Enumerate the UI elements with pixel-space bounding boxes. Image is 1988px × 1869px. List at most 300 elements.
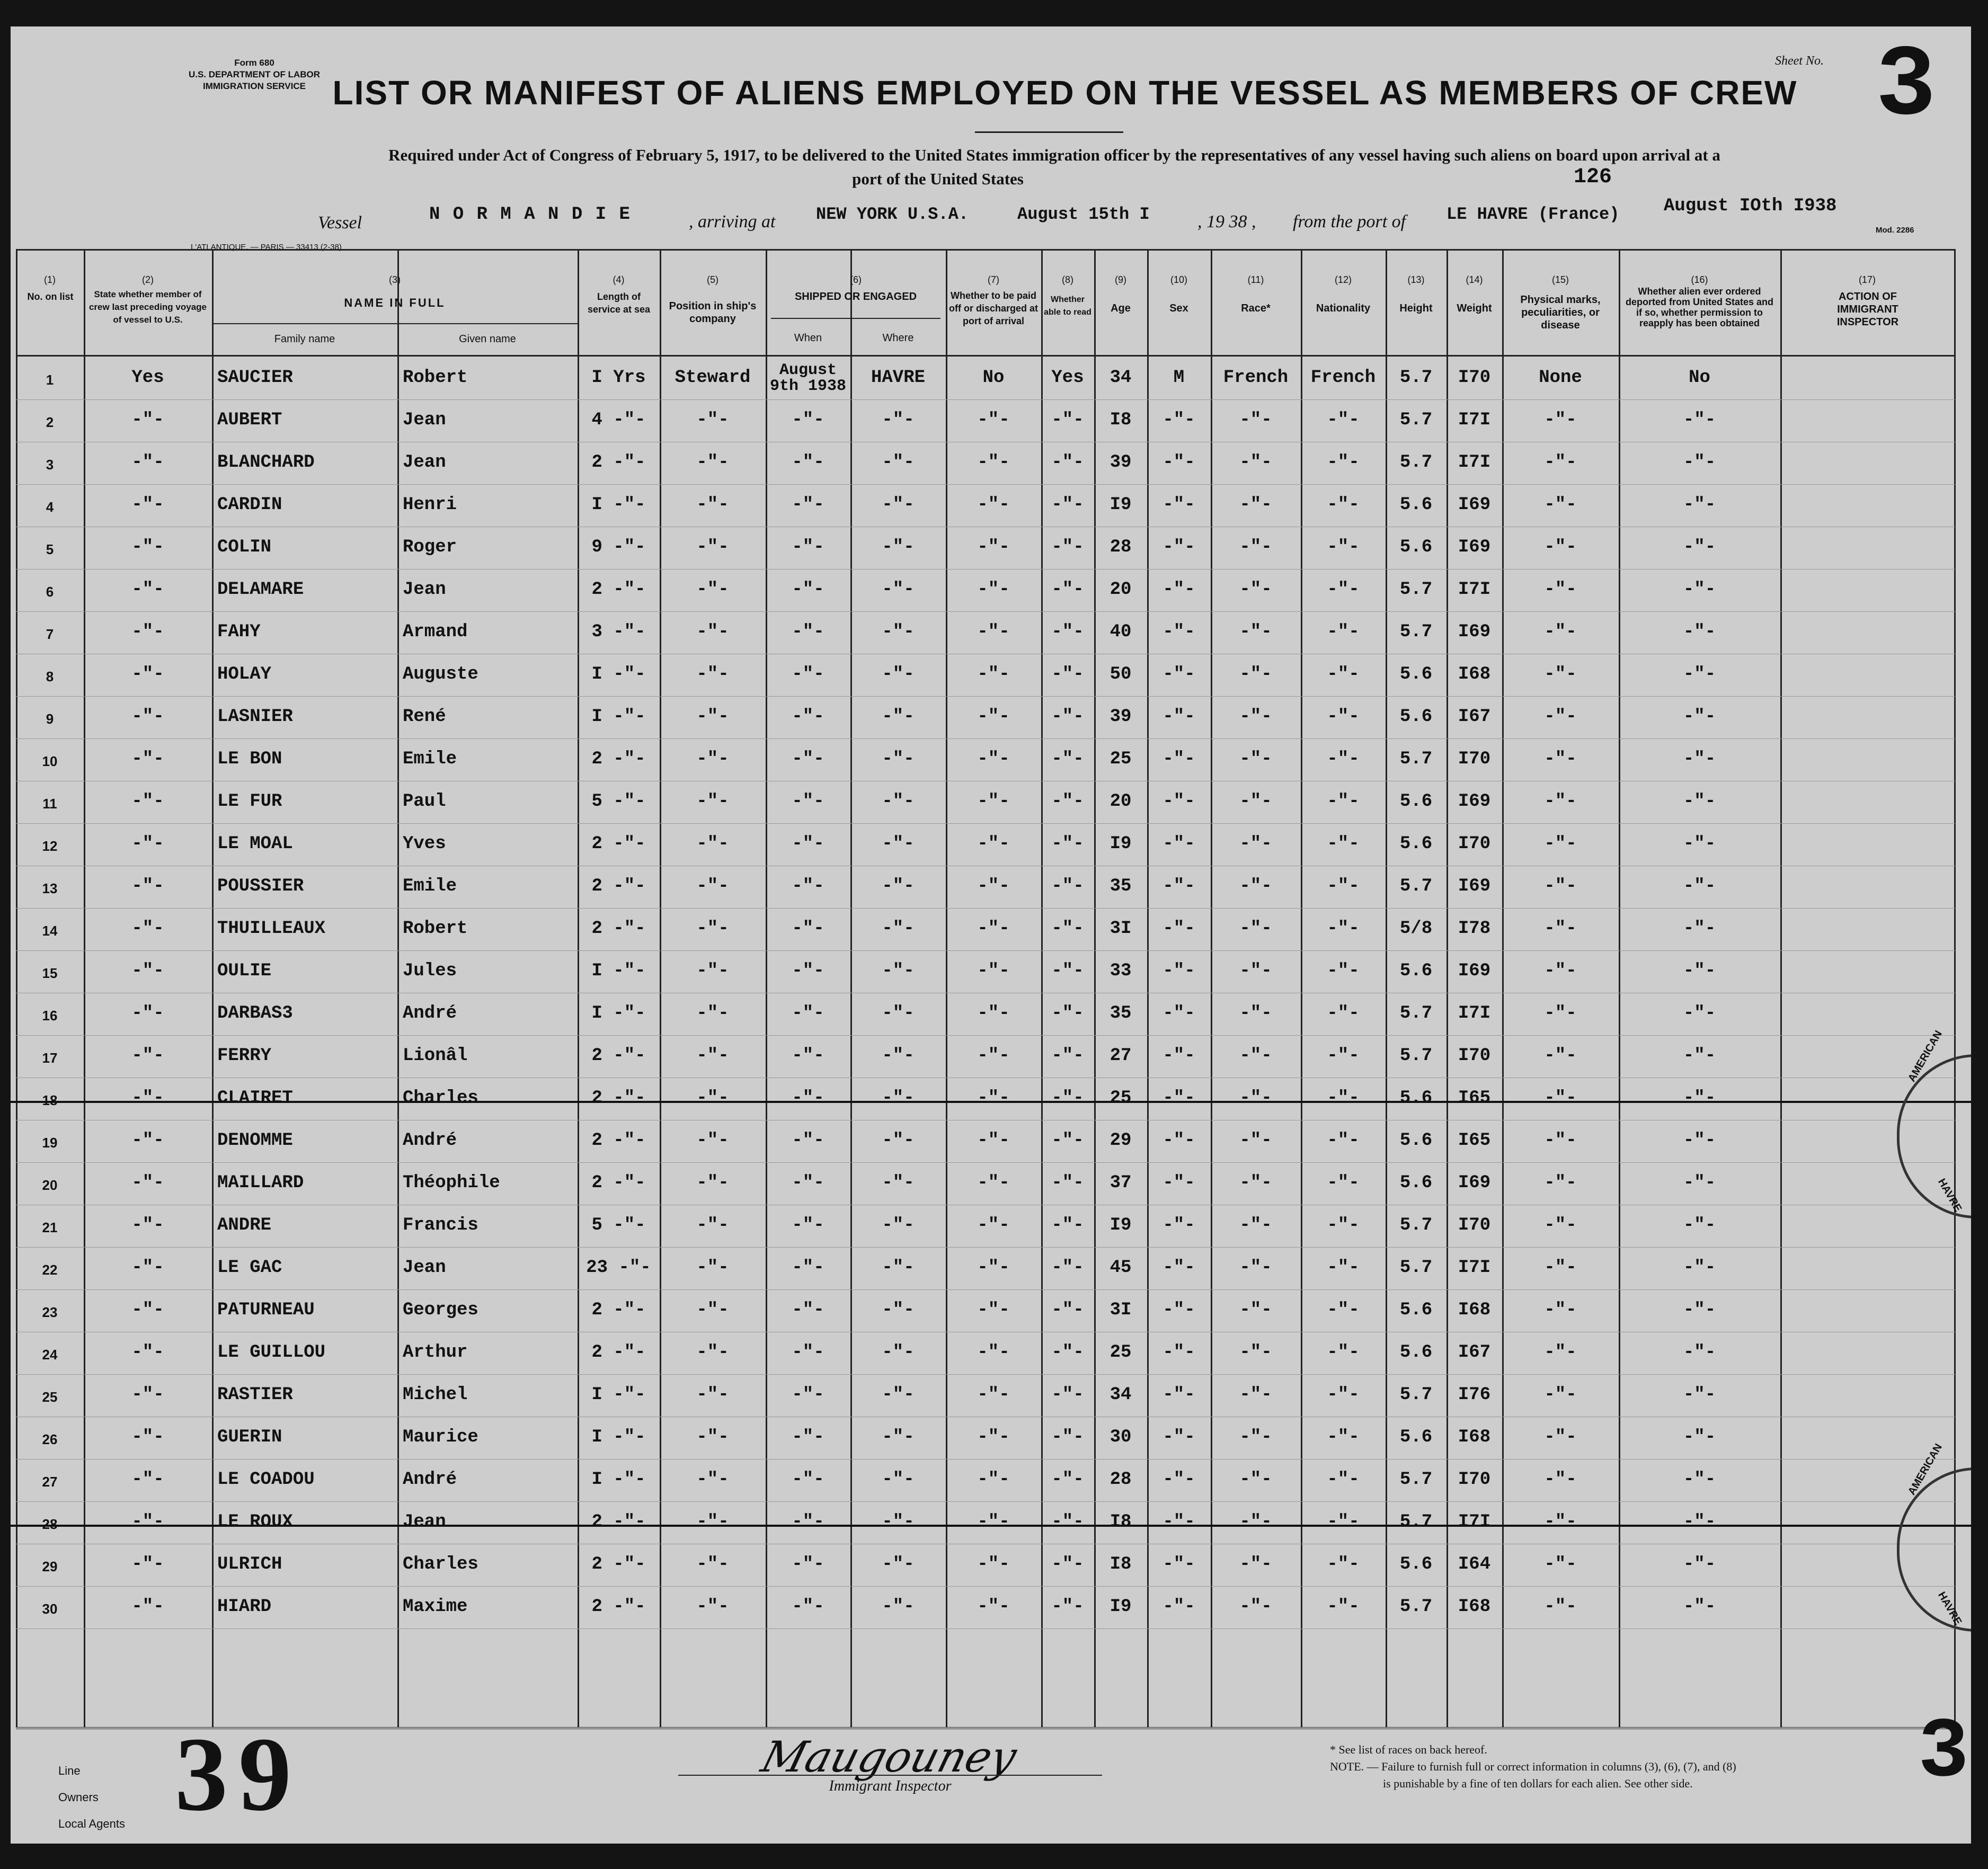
cell-height: 5.6 bbox=[1399, 1300, 1433, 1320]
table-row bbox=[16, 1293, 1955, 1335]
col-num-6: (6) bbox=[850, 274, 862, 285]
races-note: * See list of races on back hereof. bbox=[1330, 1743, 1487, 1756]
cell-deported: -"- bbox=[1683, 1003, 1716, 1024]
cell-prev: -"- bbox=[131, 961, 164, 981]
cell-paid: -"- bbox=[977, 1131, 1010, 1151]
cell-height: 5.7 bbox=[1399, 749, 1433, 769]
cell-service: 4 -"- bbox=[591, 410, 646, 430]
cell-deported: -"- bbox=[1683, 1427, 1716, 1447]
cell-service: I -"- bbox=[591, 1003, 646, 1024]
cell-nat: -"- bbox=[1327, 495, 1360, 515]
cell-weight: I7I bbox=[1458, 410, 1491, 430]
cell-when: -"- bbox=[792, 1003, 824, 1024]
cell-nat: -"- bbox=[1327, 1046, 1360, 1066]
cell-nat: -"- bbox=[1327, 452, 1360, 473]
manifest-sheet bbox=[11, 26, 1971, 1844]
cell-service: 2 -"- bbox=[591, 580, 646, 600]
cell-where: -"- bbox=[882, 876, 915, 896]
cell-read: -"- bbox=[1051, 452, 1084, 473]
cell-race: -"- bbox=[1239, 749, 1272, 769]
cell-deported: -"- bbox=[1683, 1088, 1716, 1108]
cell-sex: -"- bbox=[1162, 791, 1195, 812]
cell-where: -"- bbox=[882, 1512, 915, 1532]
cell-no: 21 bbox=[42, 1220, 58, 1235]
cell-weight: I70 bbox=[1458, 1470, 1491, 1490]
cell-race: -"- bbox=[1239, 1554, 1272, 1574]
cell-prev: -"- bbox=[131, 1300, 164, 1320]
cell-read: -"- bbox=[1051, 1470, 1084, 1490]
cell-no: 28 bbox=[42, 1516, 58, 1532]
cell-age: 25 bbox=[1110, 1342, 1132, 1363]
service-ditto: -"- bbox=[602, 1131, 646, 1151]
cell-service: 2 -"- bbox=[591, 1173, 646, 1193]
cell-prev: -"- bbox=[131, 1554, 164, 1574]
cell-position: -"- bbox=[696, 1173, 729, 1193]
cell-paid: -"- bbox=[977, 1215, 1010, 1235]
cell-when: -"- bbox=[792, 495, 824, 515]
cell-nat: -"- bbox=[1327, 1470, 1360, 1490]
cell-height: 5.7 bbox=[1399, 622, 1433, 642]
col-num-17: (17) bbox=[1858, 274, 1876, 285]
cell-nat: -"- bbox=[1327, 961, 1360, 981]
footer-labels bbox=[58, 1758, 125, 1837]
cell-when: -"- bbox=[792, 1258, 824, 1278]
cell-read: -"- bbox=[1051, 1173, 1084, 1193]
cell-deported: -"- bbox=[1683, 919, 1716, 939]
cell-nat: -"- bbox=[1327, 537, 1360, 557]
cell-deported: -"- bbox=[1683, 1512, 1716, 1532]
cell-no: 16 bbox=[42, 1008, 58, 1024]
service-ditto: -"- bbox=[602, 1088, 646, 1108]
cell-sex: -"- bbox=[1162, 707, 1195, 727]
service-ditto: -"- bbox=[602, 876, 646, 896]
cell-given: Robert bbox=[403, 368, 468, 388]
cell-height: 5.6 bbox=[1399, 495, 1433, 515]
cell-race: -"- bbox=[1239, 664, 1272, 684]
form-number: Form 680 bbox=[234, 58, 274, 68]
fine-note-2: is punishable by a fine of ten dollars for each alien. See other side. bbox=[1383, 1777, 1693, 1790]
cell-sex: -"- bbox=[1162, 537, 1195, 557]
col-num-10: (10) bbox=[1170, 274, 1187, 285]
service-ditto: -"- bbox=[602, 664, 646, 684]
cell-prev: -"- bbox=[131, 1427, 164, 1447]
cell-weight: I70 bbox=[1458, 749, 1491, 769]
cell-where: -"- bbox=[882, 1385, 915, 1405]
cell-nat: -"- bbox=[1327, 791, 1360, 812]
cell-race: -"- bbox=[1239, 622, 1272, 642]
cell-deported: -"- bbox=[1683, 495, 1716, 515]
cell-where: -"- bbox=[882, 749, 915, 769]
cell-read: -"- bbox=[1051, 791, 1084, 812]
cell-deported: -"- bbox=[1683, 1131, 1716, 1151]
cell-read: -"- bbox=[1051, 919, 1084, 939]
cell-weight: I7I bbox=[1458, 1512, 1491, 1532]
given-name-header: Given name bbox=[459, 333, 516, 345]
cell-where: -"- bbox=[882, 1003, 915, 1024]
cell-race: French bbox=[1223, 368, 1289, 388]
table-row bbox=[16, 911, 1955, 954]
service-ditto: -"- bbox=[602, 452, 646, 473]
cell-paid: -"- bbox=[977, 1427, 1010, 1447]
cell-prev: -"- bbox=[131, 791, 164, 812]
cell-no: 2 bbox=[46, 414, 54, 430]
cell-no: 15 bbox=[42, 965, 58, 981]
cell-nat: -"- bbox=[1327, 1131, 1360, 1151]
cell-no: 29 bbox=[42, 1559, 58, 1574]
subtitle-line-1: Required under Act of Congress of February 5, 1917, to be delivered to the United States immigration officer by the representatives of any vessel having such aliens on board upon arrival at a bbox=[388, 146, 1720, 164]
service-ditto: -"- bbox=[602, 537, 646, 557]
cell-when: -"- bbox=[792, 1088, 824, 1108]
owners-label: Owners bbox=[58, 1791, 99, 1804]
vessel-label: Vessel bbox=[318, 213, 362, 233]
cell-read: -"- bbox=[1051, 1300, 1084, 1320]
cell-no: 5 bbox=[46, 541, 54, 557]
cell-sex: -"- bbox=[1162, 622, 1195, 642]
cell-race: -"- bbox=[1239, 1173, 1272, 1193]
cell-position: -"- bbox=[696, 1385, 729, 1405]
cell-sex: -"- bbox=[1162, 495, 1195, 515]
cell-given: Charles bbox=[403, 1554, 478, 1574]
cell-prev: -"- bbox=[131, 495, 164, 515]
cell-service: 2 -"- bbox=[591, 1597, 646, 1617]
cell-sex: -"- bbox=[1162, 1385, 1195, 1405]
cell-race: -"- bbox=[1239, 1385, 1272, 1405]
cell-when: -"- bbox=[792, 791, 824, 812]
cell-marks: -"- bbox=[1544, 749, 1577, 769]
cell-family: FERRY bbox=[217, 1046, 272, 1066]
cell-sex: -"- bbox=[1162, 1470, 1195, 1490]
table-row bbox=[16, 403, 1955, 445]
cell-service: I -"- bbox=[591, 1385, 646, 1405]
cell-prev: -"- bbox=[131, 1597, 164, 1617]
subtitle-line-2: port of the United States bbox=[852, 170, 1024, 188]
cell-prev: -"- bbox=[131, 1088, 164, 1108]
cell-nat: -"- bbox=[1327, 1512, 1360, 1532]
cell-marks: -"- bbox=[1544, 1554, 1577, 1574]
cell-nat: -"- bbox=[1327, 410, 1360, 430]
cell-prev: -"- bbox=[131, 1173, 164, 1193]
cell-paid: -"- bbox=[977, 791, 1010, 812]
service-ditto: -"- bbox=[602, 919, 646, 939]
cell-height: 5.6 bbox=[1399, 664, 1433, 684]
cell-sex: -"- bbox=[1162, 1554, 1195, 1574]
cell-no: 10 bbox=[42, 753, 58, 769]
cell-when: -"- bbox=[792, 1427, 824, 1447]
cell-nat: -"- bbox=[1327, 1215, 1360, 1235]
cell-prev: -"- bbox=[131, 1131, 164, 1151]
table-row bbox=[16, 1081, 1955, 1123]
corner-sheet-number: 3 bbox=[1918, 1705, 1969, 1801]
cell-service: 2 -"- bbox=[591, 1088, 646, 1108]
cell-given: Maurice bbox=[403, 1427, 478, 1447]
cell-deported: -"- bbox=[1683, 452, 1716, 473]
cell-age: 20 bbox=[1110, 791, 1132, 812]
title-rule bbox=[975, 131, 1123, 133]
cell-age: 39 bbox=[1110, 707, 1132, 727]
service-ditto: -"- bbox=[602, 961, 646, 981]
cell-race: -"- bbox=[1239, 1597, 1272, 1617]
cell-height: 5.7 bbox=[1399, 1385, 1433, 1405]
cell-paid: -"- bbox=[977, 749, 1010, 769]
cell-given: Roger bbox=[403, 537, 457, 557]
cell-paid: -"- bbox=[977, 961, 1010, 981]
service-ditto: -"- bbox=[602, 1554, 646, 1574]
cell-nat: -"- bbox=[1327, 1003, 1360, 1024]
table-row bbox=[16, 572, 1955, 615]
cell-deported: -"- bbox=[1683, 834, 1716, 854]
cell-prev: -"- bbox=[131, 1385, 164, 1405]
cell-position: -"- bbox=[696, 1597, 729, 1617]
cell-deported: -"- bbox=[1683, 622, 1716, 642]
cell-prev: -"- bbox=[131, 1046, 164, 1066]
cell-marks: -"- bbox=[1544, 1131, 1577, 1151]
cell-race: -"- bbox=[1239, 410, 1272, 430]
col-label-7: Whether to be paid off or discharged at port of arrival bbox=[948, 290, 1039, 326]
cell-family: LE GAC bbox=[217, 1258, 282, 1278]
cell-family: DENOMME bbox=[217, 1131, 293, 1151]
cell-weight: I7I bbox=[1458, 1003, 1491, 1024]
cell-given: Michel bbox=[403, 1385, 468, 1405]
cell-weight: I68 bbox=[1458, 1300, 1491, 1320]
cell-race: -"- bbox=[1239, 1427, 1272, 1447]
cell-read: -"- bbox=[1051, 1003, 1084, 1024]
cell-prev: -"- bbox=[131, 1470, 164, 1490]
cell-height: 5.7 bbox=[1399, 1046, 1433, 1066]
arriving-label: , arriving at bbox=[689, 212, 776, 232]
cell-nat: -"- bbox=[1327, 876, 1360, 896]
col-label-5: Position in ship's company bbox=[669, 300, 757, 325]
cell-race: -"- bbox=[1239, 876, 1272, 896]
cell-paid: -"- bbox=[977, 834, 1010, 854]
cell-race: -"- bbox=[1239, 919, 1272, 939]
col-label-14: Weight bbox=[1457, 302, 1492, 314]
cell-race: -"- bbox=[1239, 1512, 1272, 1532]
table-row bbox=[16, 530, 1955, 572]
cell-given: Arthur bbox=[403, 1342, 468, 1363]
cell-weight: I69 bbox=[1458, 961, 1491, 981]
cell-family: LASNIER bbox=[217, 707, 293, 727]
cell-read: -"- bbox=[1051, 622, 1084, 642]
cell-read: -"- bbox=[1051, 1597, 1084, 1617]
cell-paid: -"- bbox=[977, 1300, 1010, 1320]
cell-marks: -"- bbox=[1544, 919, 1577, 939]
cell-where: -"- bbox=[882, 1215, 915, 1235]
cell-no: 13 bbox=[42, 880, 58, 896]
cell-where: -"- bbox=[882, 1088, 915, 1108]
fine-note-1: NOTE. — Failure to furnish full or correct information in columns (3), (6), (7), and (8) bbox=[1330, 1760, 1736, 1773]
cell-deported: -"- bbox=[1683, 1258, 1716, 1278]
cell-sex: -"- bbox=[1162, 749, 1195, 769]
cell-height: 5.7 bbox=[1399, 1258, 1433, 1278]
cell-no: 1 bbox=[46, 372, 54, 388]
cell-where: -"- bbox=[882, 707, 915, 727]
table-row bbox=[16, 615, 1955, 657]
cell-height: 5.7 bbox=[1399, 1003, 1433, 1024]
cell-family: ULRICH bbox=[217, 1554, 282, 1574]
cell-service: 2 -"- bbox=[591, 834, 646, 854]
cell-where: -"- bbox=[882, 1131, 915, 1151]
cell-service: 2 -"- bbox=[591, 749, 646, 769]
cell-weight: I70 bbox=[1458, 834, 1491, 854]
cell-deported: No bbox=[1689, 368, 1710, 388]
cell-prev: -"- bbox=[131, 1215, 164, 1235]
cell-given: Lionâl bbox=[403, 1046, 468, 1066]
cell-paid: -"- bbox=[977, 707, 1010, 727]
cell-sex: -"- bbox=[1162, 919, 1195, 939]
cell-no: 19 bbox=[42, 1135, 58, 1151]
cell-race: -"- bbox=[1239, 1470, 1272, 1490]
col-label-3: NAME IN FULL bbox=[344, 296, 446, 309]
cell-sex: -"- bbox=[1162, 1173, 1195, 1193]
cell-height: 5/8 bbox=[1399, 919, 1433, 939]
cell-family: HIARD bbox=[217, 1597, 272, 1617]
cell-family: COLIN bbox=[217, 537, 272, 557]
cell-nat: -"- bbox=[1327, 919, 1360, 939]
table-row bbox=[16, 1377, 1955, 1420]
cell-position: -"- bbox=[696, 961, 729, 981]
cell-read: -"- bbox=[1051, 707, 1084, 727]
col-label-10: Sex bbox=[1169, 302, 1188, 314]
cell-prev: -"- bbox=[131, 452, 164, 473]
cell-age: I8 bbox=[1110, 410, 1132, 430]
cell-weight: I76 bbox=[1458, 1385, 1491, 1405]
strikethrough-line bbox=[11, 1525, 1971, 1527]
cell-race: -"- bbox=[1239, 1088, 1272, 1108]
cell-given: Yves bbox=[403, 834, 446, 854]
cell-service: 2 -"- bbox=[591, 1512, 646, 1532]
list-number: 126 bbox=[1574, 165, 1612, 189]
cell-weight: I69 bbox=[1458, 876, 1491, 896]
cell-read: Yes bbox=[1051, 368, 1084, 388]
cell-given: Théophile bbox=[403, 1173, 500, 1193]
cell-deported: -"- bbox=[1683, 707, 1716, 727]
cell-when: -"- bbox=[792, 961, 824, 981]
cell-race: -"- bbox=[1239, 1215, 1272, 1235]
cell-paid: -"- bbox=[977, 452, 1010, 473]
table-row bbox=[16, 784, 1955, 826]
cell-where: -"- bbox=[882, 1342, 915, 1363]
cell-weight: I65 bbox=[1458, 1131, 1491, 1151]
cell-marks: -"- bbox=[1544, 622, 1577, 642]
cell-race: -"- bbox=[1239, 1342, 1272, 1363]
cell-where: -"- bbox=[882, 495, 915, 515]
cell-prev: -"- bbox=[131, 622, 164, 642]
cell-where: -"- bbox=[882, 1597, 915, 1617]
col-num-7: (7) bbox=[988, 274, 999, 285]
col-num-5: (5) bbox=[707, 274, 718, 285]
cell-service: I -"- bbox=[591, 1470, 646, 1490]
cell-prev: -"- bbox=[131, 664, 164, 684]
cell-marks: -"- bbox=[1544, 1300, 1577, 1320]
table-row bbox=[16, 1420, 1955, 1462]
table-row bbox=[16, 487, 1955, 530]
cell-race: -"- bbox=[1239, 791, 1272, 812]
cell-marks: -"- bbox=[1544, 1597, 1577, 1617]
departure-date: August IOth I938 bbox=[1664, 196, 1837, 216]
cell-race: -"- bbox=[1239, 495, 1272, 515]
cell-read: -"- bbox=[1051, 580, 1084, 600]
cell-given: Robert bbox=[403, 919, 468, 939]
cell-read: -"- bbox=[1051, 749, 1084, 769]
cell-prev: -"- bbox=[131, 707, 164, 727]
cell-prev: -"- bbox=[131, 1342, 164, 1363]
cell-age: 33 bbox=[1110, 961, 1132, 981]
printer-line: L'ATLANTIQUE. — PARIS — 33413 (2-38) bbox=[191, 243, 342, 252]
cell-race: -"- bbox=[1239, 537, 1272, 557]
inspector-label: Immigrant Inspector bbox=[829, 1778, 952, 1794]
cell-where: -"- bbox=[882, 1470, 915, 1490]
cell-deported: -"- bbox=[1683, 961, 1716, 981]
cell-prev: -"- bbox=[131, 1512, 164, 1532]
service-ditto: -"- bbox=[602, 410, 646, 430]
cell-position: -"- bbox=[696, 1427, 729, 1447]
cell-position: -"- bbox=[696, 580, 729, 600]
cell-marks: -"- bbox=[1544, 1258, 1577, 1278]
cell-marks: -"- bbox=[1544, 1385, 1577, 1405]
cell-family: GUERIN bbox=[217, 1427, 282, 1447]
cell-deported: -"- bbox=[1683, 1342, 1716, 1363]
cell-height: 5.7 bbox=[1399, 410, 1433, 430]
col-num-14: (14) bbox=[1466, 274, 1483, 285]
strikethrough-line bbox=[11, 1101, 1971, 1103]
cell-when: -"- bbox=[792, 1215, 824, 1235]
cell-deported: -"- bbox=[1683, 410, 1716, 430]
cell-marks: -"- bbox=[1544, 961, 1577, 981]
cell-paid: -"- bbox=[977, 410, 1010, 430]
col-label-6: SHIPPED OR ENGAGED bbox=[794, 291, 917, 302]
cell-race: -"- bbox=[1239, 580, 1272, 600]
cell-marks: -"- bbox=[1544, 1470, 1577, 1490]
cell-service: 2 -"- bbox=[591, 1046, 646, 1066]
crew-table bbox=[16, 249, 1955, 1727]
cell-weight: I64 bbox=[1458, 1554, 1491, 1574]
cell-marks: -"- bbox=[1544, 410, 1577, 430]
cell-weight: I70 bbox=[1458, 1215, 1491, 1235]
cell-nat: -"- bbox=[1327, 622, 1360, 642]
cell-age: 25 bbox=[1110, 749, 1132, 769]
cell-marks: -"- bbox=[1544, 495, 1577, 515]
cell-position: -"- bbox=[696, 1554, 729, 1574]
cell-marks: -"- bbox=[1544, 537, 1577, 557]
service-ditto: -"- bbox=[602, 1173, 646, 1193]
cell-height: 5.6 bbox=[1399, 1554, 1433, 1574]
cell-sex: -"- bbox=[1162, 452, 1195, 473]
cell-no: 24 bbox=[42, 1347, 58, 1363]
cell-sex: -"- bbox=[1162, 1427, 1195, 1447]
cell-service: 2 -"- bbox=[591, 1131, 646, 1151]
col-num-12: (12) bbox=[1334, 274, 1352, 285]
table-row bbox=[16, 1165, 1955, 1208]
signature-line bbox=[678, 1775, 1102, 1776]
cell-marks: -"- bbox=[1544, 1088, 1577, 1108]
col-label-4: Length of service at sea bbox=[587, 291, 651, 315]
american-havre-stamp: AMERICAN HAVRE bbox=[1897, 1054, 1971, 1218]
cell-height: 5.6 bbox=[1399, 1131, 1433, 1151]
cell-when: -"- bbox=[792, 834, 824, 854]
table-row bbox=[16, 699, 1955, 742]
service-ditto: -"- bbox=[602, 580, 646, 600]
cell-where: -"- bbox=[882, 1554, 915, 1574]
table-row bbox=[16, 954, 1955, 996]
cell-nat: -"- bbox=[1327, 1088, 1360, 1108]
cell-service: 23 -"- bbox=[586, 1258, 651, 1278]
cell-weight: I7I bbox=[1458, 452, 1491, 473]
cell-no: 11 bbox=[42, 796, 57, 812]
cell-prev: Yes bbox=[131, 368, 164, 388]
cell-no: 20 bbox=[42, 1177, 58, 1193]
cell-height: 5.6 bbox=[1399, 961, 1433, 981]
cell-deported: -"- bbox=[1683, 537, 1716, 557]
